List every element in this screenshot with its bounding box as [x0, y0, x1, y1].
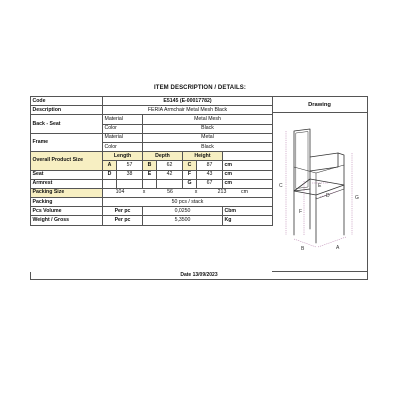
armrest-row [31, 179, 273, 188]
dim-f-value: 43 [197, 170, 223, 179]
back-seat-material-value: Metal Mesh [143, 115, 273, 124]
height-header: Height [183, 152, 223, 161]
chair-drawing [276, 117, 364, 267]
pcs-volume-unit: Cbm [223, 207, 273, 216]
seat-label: Seat [31, 170, 103, 179]
chair-backrest-inner [296, 132, 308, 189]
dim-d-value: 38 [117, 170, 143, 179]
description-value: FERIA Armchair Metal Mesh Black [103, 106, 273, 115]
dim-e-letter: E [143, 170, 157, 179]
packing-x1: x [142, 189, 146, 196]
dim-label-f: F [299, 209, 303, 215]
dim-label-a: A [336, 245, 340, 251]
packing-label: Packing [31, 198, 103, 207]
back-seat-label: Back - Seat [31, 115, 103, 133]
overall-size-label: Overall Product Size [31, 152, 103, 170]
weight-value: 5,3500 [143, 216, 223, 225]
frame-material-label: Material [103, 133, 143, 142]
chair-arm-support [338, 153, 344, 187]
weight-label: Weight / Gross [31, 216, 103, 225]
packing-height: 213 [217, 189, 227, 196]
dim-b-letter: B [143, 161, 157, 170]
packing-value: 50 pcs / stack [103, 198, 273, 207]
code-row [31, 97, 273, 106]
dim-label-c: C [279, 183, 283, 189]
dim-a-value: 57 [117, 161, 143, 170]
frame-material-value: Metal [143, 133, 273, 142]
code-label: Code [31, 97, 103, 106]
dim-d-letter: D [103, 170, 117, 179]
dim-a-letter: A [103, 161, 117, 170]
seat-unit: cm [223, 170, 273, 179]
packing-row [31, 198, 273, 207]
overall-unit: cm [223, 161, 273, 170]
code-value: E5145 (E-00017782) [103, 97, 273, 106]
weight-row [31, 216, 273, 225]
dim-g-letter: G [183, 179, 197, 188]
armrest-label: Armrest [31, 179, 103, 188]
dim-c-value: 87 [197, 161, 223, 170]
dim-c-letter: C [183, 161, 197, 170]
date-bar: Date 13/09/2023 [30, 272, 368, 280]
description-row [31, 106, 273, 115]
dim-label-d: D [326, 193, 330, 199]
weight-per: Per pc [103, 216, 143, 225]
chair-backrest [294, 129, 310, 191]
dim-label-g: G [355, 195, 359, 201]
length-header: Length [103, 152, 143, 161]
dim-b-value: 62 [157, 161, 183, 170]
drawing-panel [272, 96, 368, 272]
description-label: Description [31, 106, 103, 115]
back-seat-material-label: Material [103, 115, 143, 124]
dim-g-value: 67 [197, 179, 223, 188]
packing-x2: x [194, 189, 198, 196]
drawing-title: Drawing [272, 97, 367, 113]
weight-unit: Kg [223, 216, 273, 225]
back-seat-color-label: Color [103, 124, 143, 133]
overall-header-row [31, 152, 273, 161]
depth-header: Depth [143, 152, 183, 161]
sheet-title: ITEM DESCRIPTION / DETAILS: [154, 85, 246, 91]
dim-label-b: B [301, 246, 305, 252]
dim-label-e: E [318, 183, 322, 189]
dim-f-letter: F [183, 170, 197, 179]
packing-width: 56 [167, 189, 173, 196]
pcs-volume-row [31, 207, 273, 216]
frame-color-label: Color [103, 142, 143, 151]
spec-table [30, 96, 273, 226]
packing-size-unit: cm [241, 189, 248, 196]
packing-size-label: Packing Size [31, 188, 103, 197]
frame-material-row [31, 133, 273, 142]
back-seat-color-value: Black [143, 124, 273, 133]
pcs-volume-per: Per pc [103, 207, 143, 216]
packing-size-row [31, 188, 273, 197]
overall-header-blank [223, 152, 273, 161]
frame-color-value: Black [143, 142, 273, 151]
pcs-volume-label: Pcs Volume [31, 207, 103, 216]
seat-row [31, 170, 273, 179]
armrest-unit: cm [223, 179, 273, 188]
dim-e-value: 42 [157, 170, 183, 179]
frame-label: Frame [31, 133, 103, 151]
chair-armrest-right [310, 153, 338, 171]
packing-length: 104 [115, 189, 125, 196]
pcs-volume-value: 0,0250 [143, 207, 223, 216]
back-seat-material-row [31, 115, 273, 124]
